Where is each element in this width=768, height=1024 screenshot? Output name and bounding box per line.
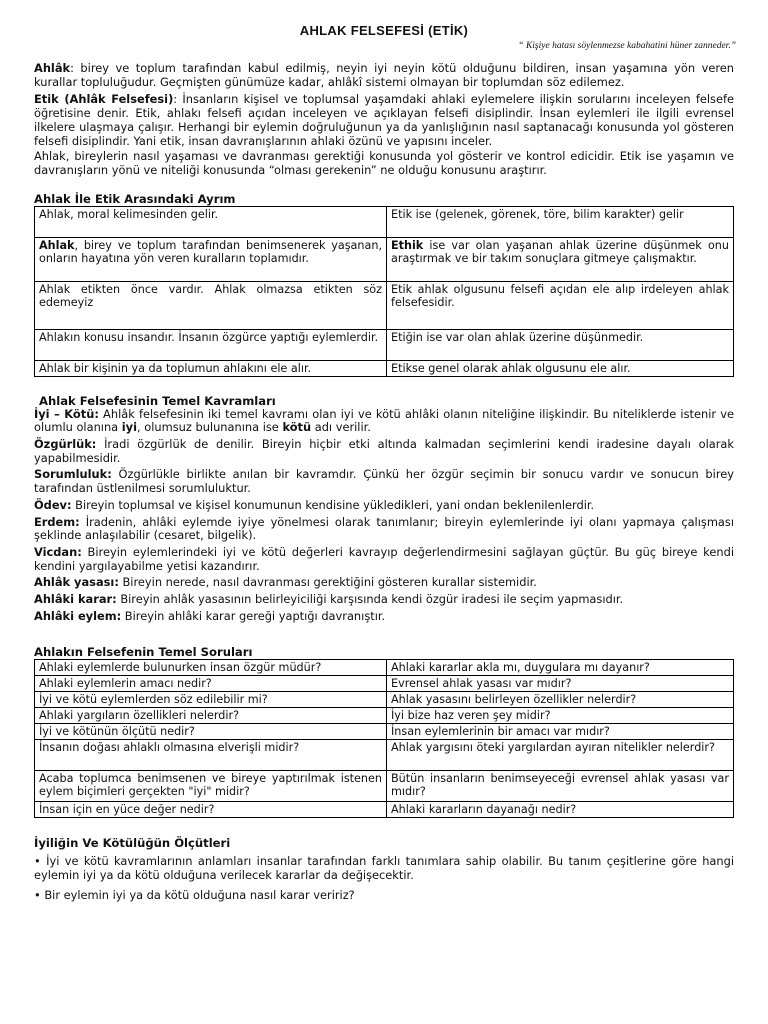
definition-text: birey ve toplum tarafından kabul edilmiş, neyin iyi neyin kötü olduğunu bildiren, insan yaşamına yön veren kurallar topluluğudur. Geçmişten günümüze kadar, ahlâkî sistemi olmayan bir toplumdan söz edilemez. — [34, 61, 734, 89]
table-cell: İnsan için en yüce değer nedir? — [35, 802, 387, 818]
table-cell: Etik ahlak olgusunu felsefi açıdan ele alıp irdeleyen ahlak felsefesidir. — [387, 281, 734, 329]
concept-item: Ahlâki eylem: Bireyin ahlâki karar gereği yaptığı davranıştır. — [34, 608, 386, 623]
table-row — [35, 237, 734, 281]
table-cell: Etik ise (gelenek, görenek, töre, bilim karakter) gelir — [387, 206, 734, 237]
term-etik: Etik (Ahlâk Felsefesi) — [34, 92, 174, 107]
concept-item: Ahlâk yasası: Bireyin nerede, nasıl davranması gerektiğini gösteren kurallar sistemidir. — [34, 575, 537, 590]
table-cell: İyi ve kötünün ölçütü nedir? — [35, 724, 387, 740]
table-cell: Evrensel ahlak yasası var mıdır? — [387, 676, 734, 692]
concept-item: Vicdan: Bireyin eylemlerindeki iyi ve kötü değerleri kavrayıp değerlendirmesini sağlayan güçtür. Bu güç bireye kendi kendini yargılayabilme yetisi kazandırır. — [34, 544, 734, 573]
definition-text: İnsanların kişisel ve toplumsal yaşamdaki ahlaki eylemelere ilişkin sorularını inceleyen felsefe öğretisine denir. Etik, ahlakı felsefi açıdan inceleyen ve açıklayan felsefi disiplindir. İnsan eylemleri ile ilgili evrensel ilkelere ulaşmaya çalışır. Herhangi bir eylemin doğruluğunun ya da yanlışlığının nasıl saptanacağı konusunda yol gösteren felsefi disiplindir. Yani etik, insan davranışlarının ahlaki özünü ve yapısını inceler. — [34, 92, 734, 148]
comparison-table — [34, 206, 734, 377]
table-row — [35, 676, 734, 692]
concept-item: Erdem: İradenin, ahlâki eylemde iyiye yönelmesi olarak tanımlanır; bireyin eylemlerinde iyi olanı yapmaya çalışması şeklinde anlaşılabilir (cesaret, bilgelik). — [34, 514, 734, 543]
table-row — [35, 281, 734, 329]
table-row — [35, 206, 734, 237]
table-cell: Ahlaki eylemlerde bulunurken insan özgür müdür? — [35, 660, 387, 676]
section-heading-olcutler: İyiliğin Ve Kötülüğün Ölçütleri — [34, 836, 231, 851]
document-page — [34, 22, 734, 908]
epigraph-quote: “ Kişiye hatası söylenmezse kabahatini hüner zanneder.” — [518, 41, 736, 51]
section-heading-sorular: Ahlakın Felsefenin Temel Soruları — [34, 645, 253, 660]
table-cell: Etikse genel olarak ahlak olgusunu ele alır. — [387, 360, 734, 376]
intro-section — [34, 62, 734, 178]
concept-item: İyi – Kötü: Ahlâk felsefesinin iki temel kavramı olan iyi ve kötü ahlâki olanın niteliğine ilişkindir. Bu niteliklerde istenir ve olumlu olanına iyi, olumsuz bulunanına ise kötü adı verilir. — [34, 406, 734, 435]
table-cell: Ahlaki kararlar akla mı, duygulara mı dayanır? — [387, 660, 734, 676]
questions-table — [34, 659, 734, 818]
table-row — [35, 771, 734, 802]
table-cell: Etiğin ise var olan ahlak üzerine düşünmedir. — [387, 329, 734, 360]
section-heading-ayrim: Ahlak İle Etik Arasındaki Ayrım — [34, 191, 236, 206]
bullet-item: • İyi ve kötü kavramlarının anlamları insanlar tarafından farklı tanımlara sahip olabilir. Bu tanım çeşitlerine göre hangi eylemin iyi ya da kötü olduğuna verilecek kararlar da değişecektir. — [34, 854, 735, 883]
term-ahlak: Ahlâk — [34, 61, 71, 75]
table-cell: Acaba toplumca benimsenen ve bireye yaptırılmak istenen eylem biçimleri gerçekten "iyi" midir? — [35, 771, 387, 802]
concept-item: Sorumluluk: Özgürlükle birlikte anılan bir kavramdır. Çünkü her özgür seçimin bir sonucu vardır ve sonucun birey tarafından üstlenilmesi sorumluluktur. — [34, 467, 734, 496]
concepts-list — [34, 408, 734, 624]
table-cell: Ahlak etikten önce vardır. Ahlak olmazsa etikten söz edemeyiz — [35, 281, 387, 329]
table-cell: Ahlaki eylemlerin amacı nedir? — [35, 676, 387, 692]
table-cell: Bütün insanların benimseyeceği evrensel ahlak yasası var mıdır? — [387, 771, 734, 802]
table-cell: İyi bize haz veren şey midir? — [387, 708, 734, 724]
table-row — [35, 329, 734, 360]
definition-ahlak: Ahlâk: birey ve toplum tarafından kabul edilmiş, neyin iyi neyin kötü olduğunu bildiren, insan yaşamına yön veren kurallar topluluğudur. Geçmişten günümüze kadar, ahlâkî sistemi olmayan bir toplumdan söz edilemez. — [34, 61, 734, 89]
concept-item: Özgürlük: İradi özgürlük de denilir. Bireyin hiçbir etki altında kalmadan seçimlerini kendi iradesine dayalı olarak yapabilmesidir. — [34, 437, 734, 465]
table-cell: Ahlaki kararların dayanağı nedir? — [387, 802, 734, 818]
definition-etik: Etik (Ahlâk Felsefesi): İnsanların kişisel ve toplumsal yaşamdaki ahlaki eylemelere ilişkin sorularını inceleyen felsefe öğretisine denir. Etik, ahlakı felsefi açıdan inceleyen ve açıklayan felsefi disiplindir. İnsan eylemleri ile ilgili evrensel ilkelere ulaşmaya çalışır. Herhangi bir eylemin doğruluğunun ya da yanlışlığının nasıl saptanacağı konusunda yol gösteren felsefi disiplindir. Yani etik, insan davranışlarının ahlaki özünü ve yapısını inceler. — [34, 92, 734, 148]
table-cell: İnsan eylemlerinin bir amacı var mıdır? — [387, 724, 734, 740]
page-title: AHLAK FELSEFESİ (ETİK) — [299, 23, 469, 38]
bullet-item: • Bir eylemin iyi ya da kötü olduğuna nasıl karar veririz? — [34, 888, 355, 903]
table-cell: Ahlaki yargıların özellikleri nelerdir? — [35, 708, 387, 724]
table-cell: Ethik ise var olan yaşanan ahlak üzerine düşünmek onu araştırmak ve bir takım sonuçlara gitmeye çalışmaktır. — [387, 237, 734, 281]
bullet-icon: • — [34, 888, 45, 903]
table-row — [35, 708, 734, 724]
section-heading-kavramlar: Ahlak Felsefesinin Temel Kavramları — [39, 393, 276, 408]
table-row — [35, 740, 734, 771]
paragraph-ahlak-etik: Ahlak, bireylerin nasıl yaşaması ve davranması gerektiği konusunda yol gösterir ve kontrol edicidir. Etik ise yaşamın ve davranışların yönü ve niteliği konusunda “olması gerekenin” ne olduğu konusunu araştırır. — [34, 149, 734, 177]
table-row — [35, 660, 734, 676]
table-cell: Ahlak, birey ve toplum tarafından benimsenerek yaşanan, onların hayatına yön veren kuralların toplamıdır. — [35, 237, 387, 281]
table-cell: Ahlak yargısını öteki yargılardan ayıran nitelikler nelerdir? — [387, 740, 734, 771]
table-row — [35, 360, 734, 376]
table-row — [35, 692, 734, 708]
table-row — [35, 724, 734, 740]
table-cell: Ahlak, moral kelimesinden gelir. — [35, 206, 387, 237]
table-row — [35, 802, 734, 818]
table-cell: Ahlakın konusu insandır. İnsanın özgürce yaptığı eylemlerdir. — [35, 329, 387, 360]
table-cell: İyi ve kötü eylemlerden söz edilebilir mi? — [35, 692, 387, 708]
table-cell: Ahlak bir kişinin ya da toplumun ahlakını ele alır. — [35, 360, 387, 376]
concept-item: Ahlâki karar: Bireyin ahlâk yasasının belirleyiciliği karşısında kendi özgür iradesi ile seçim yapmasıdır. — [34, 592, 624, 607]
table-cell: İnsanın doğası ahlaklı olmasına elverişli midir? — [35, 740, 387, 771]
concept-item: Ödev: Bireyin toplumsal ve kişisel konumunun kendisine yükledikleri, yani ondan beklenilenlerdir. — [34, 497, 595, 512]
table-cell: Ahlak yasasını belirleyen özellikler nelerdir? — [387, 692, 734, 708]
bullet-icon: • — [34, 854, 47, 869]
